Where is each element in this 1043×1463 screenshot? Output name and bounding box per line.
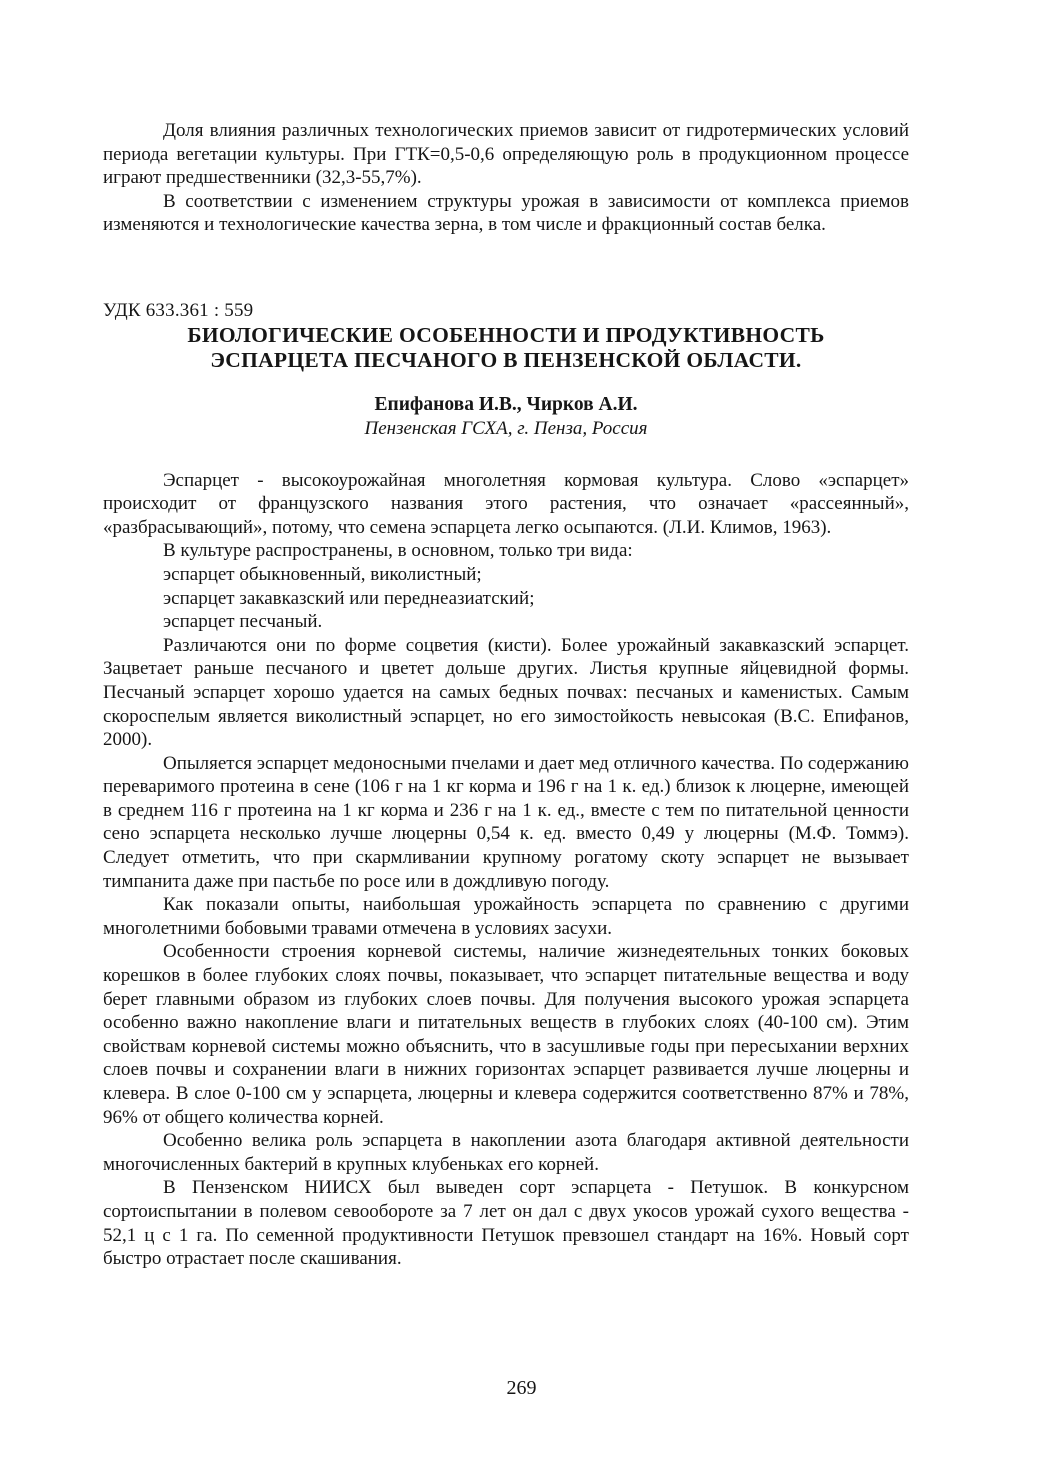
document-page — [103, 119, 909, 1271]
title-spacer — [103, 373, 909, 393]
body-paragraph-7: Особенно велика роль эспарцета в накоплении азота благодаря активной деятельности многочисленных бактерий в крупных клубеньках его корней. — [103, 1130, 909, 1175]
species-list-item: эспарцет обыкновенный, виколистный; — [163, 563, 482, 585]
body-paragraph-3: Различаются они по форме соцветия (кисти). Более урожайный закавказский эспарцет. Зацветает раньше песчаного и цветет дольше других. Листья крупные яйцевидной формы. Песчаный эспарцет хорошо удается на самых бедных почвах: песчаных и каменистых. Самым скороспелым является виколистный эспарцет, но его зимостойкость невысокая (В.С. Епифанов, 2000). — [103, 634, 909, 751]
body-paragraph-2: В культуре распространены, в основном, только три вида: — [163, 540, 633, 562]
intro-paragraph-1: Доля влияния различных технологических приемов зависит от гидротермических условий периода вегетации культуры. При ГТК=0,5-0,6 определяющую роль в продукционном процессе играют предшественники (32,3-55,7%). — [103, 120, 909, 189]
body-paragraph-4: Опыляется эспарцет медоносными пчелами и дает мед отличного качества. По содержанию переваримого протеина в сене (106 г на 1 кг корма и 196 г на 1 к. ед.) близок к люцерне, имеющей в среднем 116 г протеина на 1 кг корма и 236 г на 1 к. ед., вместе с тем по питательной ценности сено эспарцета несколько лучше люцерны 0,54 к. ед. вместо 0,49 у люцерны (М.Ф. Томмэ). Следует отметить, что при скармливании крупному рогатому скоту эспарцет не вызывает тимпанита даже при пастьбе по росе или в дождливую погоду. — [103, 752, 909, 892]
species-list-item: эспарцет песчаный. — [163, 611, 323, 633]
article-title-line-1: БИОЛОГИЧЕСКИЕ ОСОБЕННОСТИ И ПРОДУКТИВНОСТЬ — [187, 322, 825, 347]
body-paragraph-6: Особенности строения корневой системы, наличие жизнедеятельных тонких боковых корешков в более глубоких слоях почвы, показывает, что эспарцет питательные вещества и воду берет главными образом из глубоких слоев почвы. Для получения высокого урожая эспарцета особенно важно накопление влаги и питательных веществ в глубоких слоях (40-100 см). Этим свойствам корневой системы можно объяснить, что в засушливые годы при пересыхании верхних слоев почвы и сохранении влаги в нижних горизонтах эспарцет развивается лучше люцерны и клевера. В слое 0-100 см у эспарцета, люцерны и клевера содержится соответственно 87% и 78%, 96% от общего количества корней. — [103, 941, 909, 1128]
article-title-line-2: ЭСПАРЦЕТА ПЕСЧАНОГО В ПЕНЗЕНСКОЙ ОБЛАСТИ. — [210, 347, 802, 372]
body-paragraph-5: Как показали опыты, наибольшая урожайность эспарцета по сравнению с другими многолетними бобовыми травами отмечена в условиях засухи. — [103, 894, 909, 939]
intro-paragraph-2: В соответствии с изменением структуры урожая в зависимости от комплекса приемов изменяются и технологические качества зерна, в том числе и фракционный состав белка. — [103, 190, 909, 236]
article-affiliation: Пензенская ГСХА, г. Пенза, Россия — [364, 417, 648, 439]
species-list-item: эспарцет закавказский или переднеазиатский; — [163, 587, 535, 609]
article-authors: Епифанова И.В., Чирков А.И. — [374, 393, 638, 415]
section-spacer — [103, 237, 909, 299]
header-spacer — [103, 441, 909, 469]
body-paragraph-1: Эспарцет - высокоурожайная многолетняя кормовая культура. Слово «эспарцет» происходит от французского названия этого растения, что означает «рассеянный», «разбрасывающий», потому, что семена эспарцета легко осыпаются. (Л.И. Климов, 1963). — [103, 469, 909, 538]
udc-code: УДК 633.361 : 559 — [103, 299, 254, 321]
page-number: 269 — [506, 1377, 537, 1399]
body-paragraph-8: В Пензенском НИИСХ был выведен сорт эспарцета - Петушок. В конкурсном сортоиспытании в полевом севообороте за 7 лет он дал с двух укосов урожай сухого вещества - 52,1 ц с 1 га. По семенной продуктивности Петушок превзошел стандарт на 16%. Новый сорт быстро отрастает после скашивания. — [103, 1177, 909, 1270]
